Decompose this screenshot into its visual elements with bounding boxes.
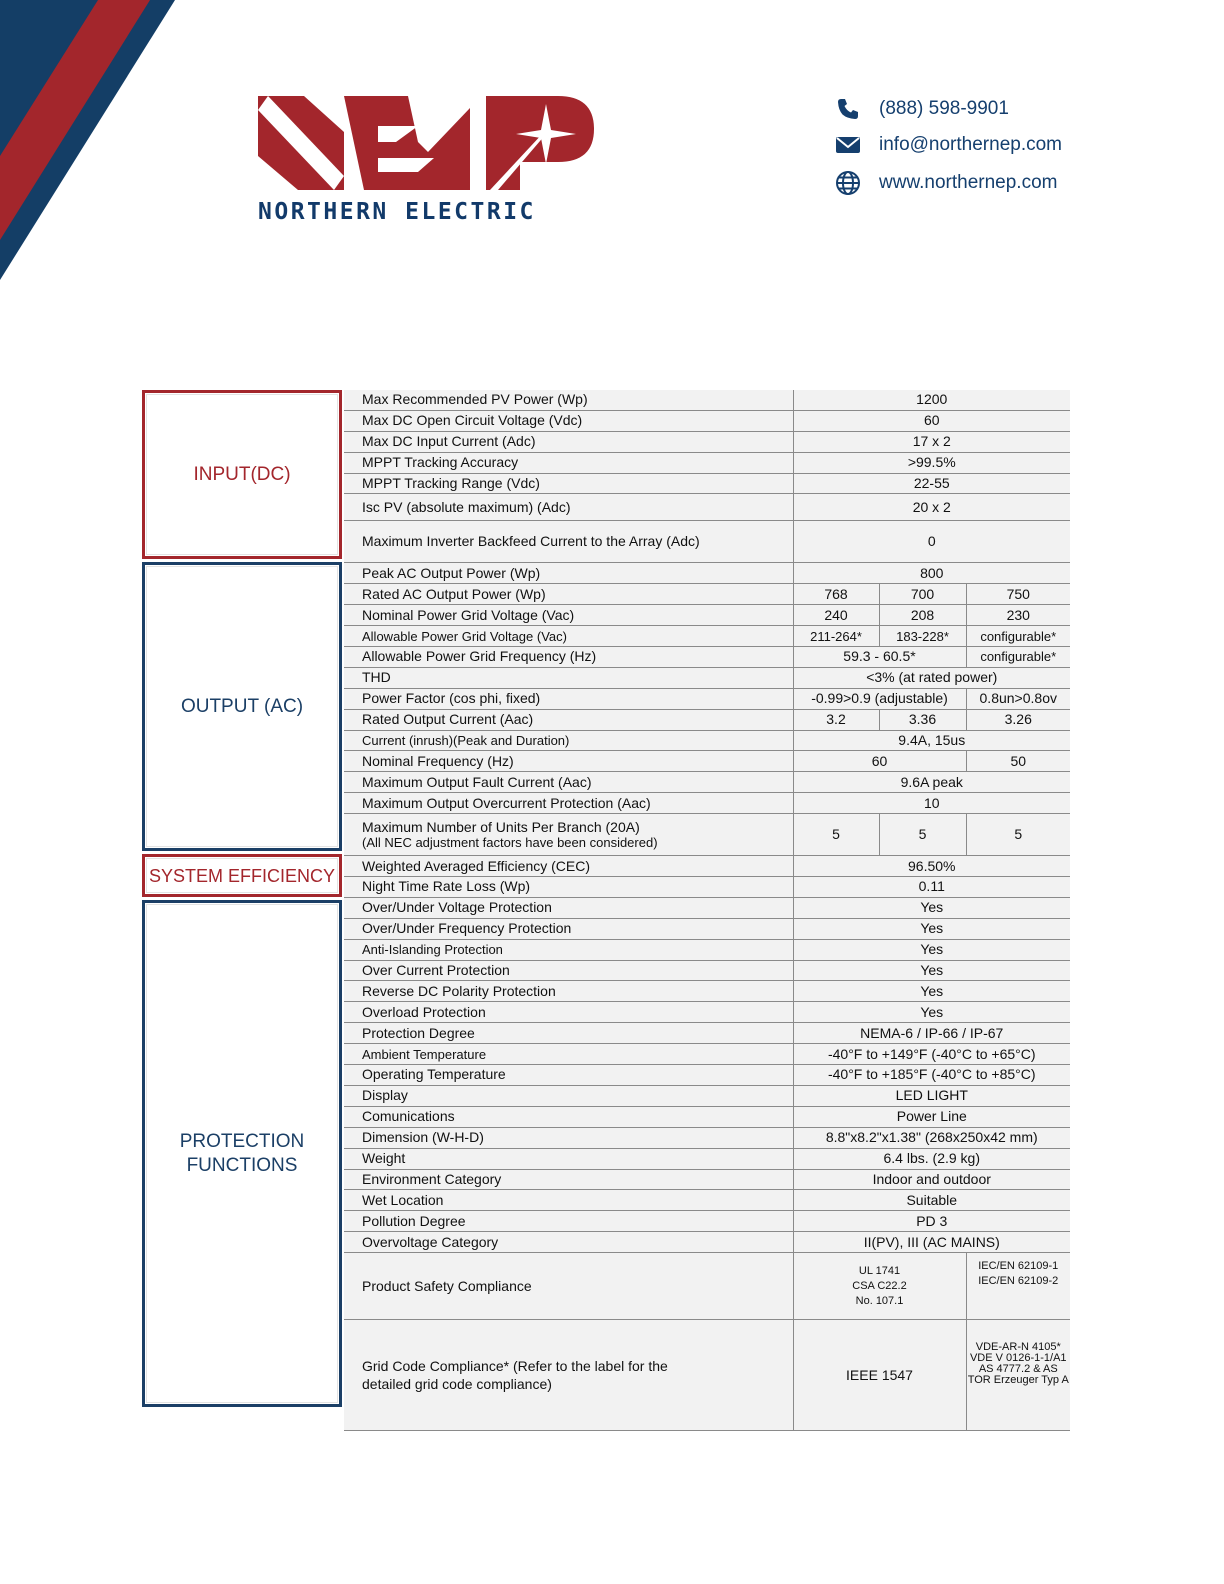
table-row: Peak AC Output Power (Wp) 800 (344, 563, 1070, 584)
table-row: Night Time Rate Loss (Wp) 0.11 (344, 877, 1070, 898)
table-row: Maximum Inverter Backfeed Current to the Array (Adc) 0 (344, 521, 1070, 563)
brand-name: NORTHERN ELECTRIC (258, 199, 536, 225)
table-row: Environment Category Indoor and outdoor (344, 1169, 1070, 1190)
table-row: MPPT Tracking Accuracy >99.5% (344, 452, 1070, 473)
section-efficiency-label: SYSTEM EFFICIENCY (148, 865, 336, 886)
contact-email (834, 130, 1104, 160)
section-protection-functions (142, 900, 342, 1407)
table-row: Comunications Power Line (344, 1106, 1070, 1127)
table-row: Grid Code Compliance* (Refer to the label for the detailed grid code compliance) IEEE 1547 VDE-AR-N 4105* VDE V 0126-1-1/A1 AS 4777.2 & AS TOR Erzeuger Typ A (344, 1320, 1070, 1431)
table-row: Current (inrush)(Peak and Duration) 9.4A, 15us (344, 730, 1070, 751)
table-row: Isc PV (absolute maximum) (Adc) 20 x 2 (344, 494, 1070, 521)
phone-number[interactable]: (888) 598-9901 (879, 98, 1009, 119)
table-row: Rated Output Current (Aac) 3.2 3.36 3.26 (344, 709, 1070, 730)
table-row: Maximum Output Fault Current (Aac) 9.6A peak (344, 772, 1070, 793)
table-row: Reverse DC Polarity Protection Yes (344, 981, 1070, 1002)
table-row: MPPT Tracking Range (Vdc) 22-55 (344, 473, 1070, 494)
section-input-dc (142, 390, 342, 559)
nep-logo (258, 96, 594, 190)
table-row: Weighted Averaged Efficiency (CEC) 96.50% (344, 856, 1070, 877)
table-row: Anti-Islanding Protection Yes (344, 939, 1070, 960)
table-row: Operating Temperature -40°F to +185°F (-40°C to +85°C) (344, 1065, 1070, 1086)
corner-stripes (0, 0, 180, 285)
table-row: Overvoltage Category II(PV), III (AC MAINS) (344, 1232, 1070, 1253)
table-row: Rated AC Output Power (Wp) 768 700 750 (344, 584, 1070, 605)
table-row: Pollution Degree PD 3 (344, 1211, 1070, 1232)
table-row: Power Factor (cos phi, fixed) -0.99>0.9 (adjustable) 0.8un>0.8ov (344, 688, 1070, 709)
section-system-efficiency (142, 854, 342, 897)
table-row: Maximum Output Overcurrent Protection (Aac) 10 (344, 793, 1070, 814)
phone-icon (834, 95, 862, 123)
table-row: Nominal Frequency (Hz) 60 50 (344, 751, 1070, 772)
table-row: Weight 6.4 lbs. (2.9 kg) (344, 1148, 1070, 1169)
table-row: Over/Under Voltage Protection Yes (344, 897, 1070, 918)
table-row: Over/Under Frequency Protection Yes (344, 918, 1070, 939)
email-address[interactable]: info@northernep.com (879, 134, 1062, 155)
section-output-ac (142, 562, 342, 851)
table-row: Max Recommended PV Power (Wp) 1200 (344, 390, 1070, 410)
table-row: Max DC Input Current (Adc) 17 x 2 (344, 431, 1070, 452)
contact-website (834, 168, 1104, 198)
section-input-label: INPUT(DC) (193, 463, 291, 485)
table-row: Max DC Open Circuit Voltage (Vdc) 60 (344, 410, 1070, 431)
section-output-label: OUTPUT (AC) (180, 695, 304, 717)
globe-icon (834, 169, 862, 197)
table-row: Product Safety Compliance UL 1741 CSA C22.2 No. 107.1 IEC/EN 62109-1 IEC/EN 62109-2 (344, 1253, 1070, 1320)
table-row: Protection Degree NEMA-6 / IP-66 / IP-67 (344, 1023, 1070, 1044)
section-protection-label: PROTECTION FUNCTIONS (179, 1130, 305, 1176)
table-row: Overload Protection Yes (344, 1002, 1070, 1023)
table-row: Allowable Power Grid Frequency (Hz) 59.3 - 60.5* configurable* (344, 647, 1070, 668)
mail-icon (834, 131, 862, 159)
table-row: Display LED LIGHT (344, 1085, 1070, 1106)
table-row: Ambient Temperature -40°F to +149°F (-40°C to +65°C) (344, 1044, 1070, 1065)
website-url[interactable]: www.northernep.com (879, 172, 1058, 193)
table-row: THD <3% (at rated power) (344, 667, 1070, 688)
table-row: Maximum Number of Units Per Branch (20A) (All NEC adjustment factors have been considered) 5 5 5 (344, 814, 1070, 856)
spec-table (344, 390, 1070, 1431)
table-row: Dimension (W-H-D) 8.8"x8.2"x1.38" (268x250x42 mm) (344, 1127, 1070, 1148)
table-row: Nominal Power Grid Voltage (Vac) 240 208 230 (344, 605, 1070, 626)
table-row: Wet Location Suitable (344, 1190, 1070, 1211)
table-row: Allowable Power Grid Voltage (Vac) 211-264* 183-228* configurable* (344, 626, 1070, 647)
table-row: Over Current Protection Yes (344, 960, 1070, 981)
contact-phone (834, 94, 1104, 124)
